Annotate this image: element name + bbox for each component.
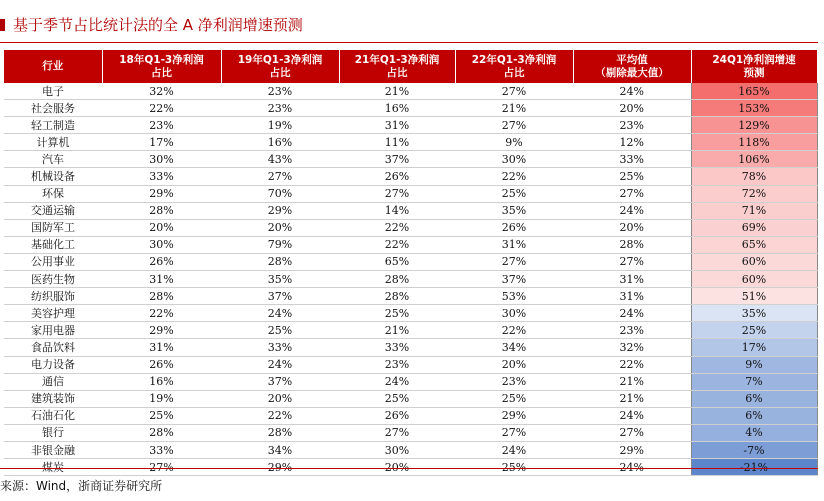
share-cell: 24% xyxy=(221,356,339,373)
column-header-line: 18年Q1-3净利润 xyxy=(119,53,204,66)
growth-forecast-cell: 6% xyxy=(691,407,817,424)
share-cell: 31% xyxy=(573,271,691,288)
share-cell: 14% xyxy=(339,202,455,219)
column-header: 行业 xyxy=(4,50,102,83)
share-cell: 20% xyxy=(573,219,691,236)
growth-forecast-cell: 69% xyxy=(691,219,817,236)
share-cell: 27% xyxy=(455,117,573,134)
share-cell: 22% xyxy=(102,305,221,322)
share-cell: 33% xyxy=(102,441,221,458)
column-header xyxy=(102,50,221,83)
growth-forecast-cell: 129% xyxy=(691,117,817,134)
share-cell: 25% xyxy=(221,322,339,339)
table-row xyxy=(4,305,817,322)
share-cell: 11% xyxy=(339,134,455,151)
industry-name: 社会服务 xyxy=(4,100,102,117)
column-header-line: 平均值 xyxy=(616,53,648,66)
share-cell: 23% xyxy=(221,100,339,117)
share-cell: 33% xyxy=(573,151,691,168)
industry-name: 医药生物 xyxy=(4,271,102,288)
share-cell: 23% xyxy=(455,373,573,390)
share-cell: 20% xyxy=(573,100,691,117)
share-cell: 23% xyxy=(573,322,691,339)
growth-forecast-cell: 51% xyxy=(691,288,817,305)
growth-forecast-cell: 153% xyxy=(691,100,817,117)
share-cell: 29% xyxy=(455,407,573,424)
share-cell: 25% xyxy=(339,305,455,322)
share-cell: 25% xyxy=(455,390,573,407)
share-cell: 19% xyxy=(221,117,339,134)
industry-name: 建筑装饰 xyxy=(4,390,102,407)
column-header xyxy=(573,50,691,83)
table-row xyxy=(4,322,817,339)
share-cell: 16% xyxy=(339,100,455,117)
table-row xyxy=(4,236,817,253)
column-header xyxy=(221,50,339,83)
table-row xyxy=(4,407,817,424)
share-cell: 27% xyxy=(221,168,339,185)
share-cell: 33% xyxy=(221,339,339,356)
share-cell: 16% xyxy=(221,134,339,151)
column-header-line: 占比 xyxy=(386,66,408,79)
share-cell: 28% xyxy=(102,424,221,441)
growth-forecast-cell: 4% xyxy=(691,424,817,441)
table-row xyxy=(4,424,817,441)
share-cell: 31% xyxy=(102,271,221,288)
table-row xyxy=(4,356,817,373)
share-cell: 35% xyxy=(221,271,339,288)
share-cell: 20% xyxy=(102,219,221,236)
share-cell: 21% xyxy=(573,373,691,390)
table-row xyxy=(4,202,817,219)
table-row xyxy=(4,288,817,305)
share-cell: 26% xyxy=(339,168,455,185)
industry-name: 石油石化 xyxy=(4,407,102,424)
share-cell: 23% xyxy=(573,117,691,134)
table-row xyxy=(4,373,817,390)
industry-name: 交通运输 xyxy=(4,202,102,219)
share-cell: 27% xyxy=(339,424,455,441)
share-cell: 23% xyxy=(221,83,339,100)
column-header xyxy=(691,50,817,83)
share-cell: 21% xyxy=(455,100,573,117)
share-cell: 9% xyxy=(455,134,573,151)
industry-name: 计算机 xyxy=(4,134,102,151)
share-cell: 29% xyxy=(221,202,339,219)
share-cell: 21% xyxy=(339,83,455,100)
growth-forecast-cell: 60% xyxy=(691,271,817,288)
column-header-line: 22年Q1-3净利润 xyxy=(471,53,557,66)
share-cell: 27% xyxy=(573,185,691,202)
share-cell: 24% xyxy=(573,407,691,424)
share-cell: 21% xyxy=(573,390,691,407)
share-cell: 31% xyxy=(573,288,691,305)
share-cell: 31% xyxy=(455,236,573,253)
table-row xyxy=(4,100,817,117)
growth-forecast-cell: 7% xyxy=(691,373,817,390)
column-header-line: 占比 xyxy=(151,66,172,79)
share-cell: 34% xyxy=(455,339,573,356)
table-row xyxy=(4,83,817,100)
share-cell: 24% xyxy=(573,305,691,322)
bottom-rule xyxy=(0,468,818,469)
industry-name: 公用事业 xyxy=(4,253,102,270)
share-cell: 28% xyxy=(573,236,691,253)
share-cell: 37% xyxy=(221,288,339,305)
share-cell: 22% xyxy=(221,407,339,424)
share-cell: 20% xyxy=(221,219,339,236)
share-cell: 35% xyxy=(455,202,573,219)
share-cell: 24% xyxy=(573,83,691,100)
industry-name: 非银金融 xyxy=(4,441,102,458)
share-cell: 27% xyxy=(573,253,691,270)
share-cell: 28% xyxy=(221,253,339,270)
growth-forecast-cell: 106% xyxy=(691,151,817,168)
source-note: 来源：Wind，浙商证券研究所 xyxy=(0,479,163,493)
share-cell: 22% xyxy=(102,100,221,117)
share-cell: 31% xyxy=(339,117,455,134)
share-cell: 30% xyxy=(102,236,221,253)
table-row xyxy=(4,185,817,202)
share-cell: 27% xyxy=(573,424,691,441)
share-cell: 12% xyxy=(573,134,691,151)
growth-forecast-cell: 6% xyxy=(691,390,817,407)
share-cell: 26% xyxy=(455,219,573,236)
industry-name: 美容护理 xyxy=(4,305,102,322)
growth-forecast-cell: 165% xyxy=(691,83,817,100)
share-cell: 22% xyxy=(339,236,455,253)
table-row xyxy=(4,339,817,356)
industry-name: 国防军工 xyxy=(4,219,102,236)
share-cell: 65% xyxy=(339,253,455,270)
share-cell: 21% xyxy=(339,322,455,339)
share-cell: 43% xyxy=(221,151,339,168)
growth-forecast-cell: -7% xyxy=(691,441,817,458)
growth-forecast-cell: 65% xyxy=(691,236,817,253)
share-cell: 19% xyxy=(102,390,221,407)
share-cell: 22% xyxy=(339,219,455,236)
share-cell: 37% xyxy=(339,151,455,168)
column-header-line: 占比 xyxy=(269,66,291,79)
share-cell: 24% xyxy=(573,202,691,219)
growth-forecast-cell: 72% xyxy=(691,185,817,202)
share-cell: 22% xyxy=(573,356,691,373)
column-header xyxy=(339,50,455,83)
growth-forecast-cell: 25% xyxy=(691,322,817,339)
share-cell: 30% xyxy=(339,441,455,458)
share-cell: 26% xyxy=(102,253,221,270)
table-row xyxy=(4,219,817,236)
share-cell: 20% xyxy=(455,356,573,373)
column-header-line: 预测 xyxy=(743,66,765,79)
table-row xyxy=(4,117,817,134)
share-cell: 33% xyxy=(102,168,221,185)
share-cell: 24% xyxy=(221,305,339,322)
industry-name: 银行 xyxy=(4,424,102,441)
share-cell: 37% xyxy=(221,373,339,390)
column-header-line: 19年Q1-3净利润 xyxy=(237,53,323,66)
table-body xyxy=(4,83,817,476)
share-cell: 16% xyxy=(102,373,221,390)
share-cell: 27% xyxy=(455,253,573,270)
share-cell: 32% xyxy=(102,83,221,100)
growth-forecast-cell: 9% xyxy=(691,356,817,373)
share-cell: 29% xyxy=(573,441,691,458)
column-header-line: （剔除最大值） xyxy=(595,66,669,79)
share-cell: 79% xyxy=(221,236,339,253)
share-cell: 25% xyxy=(339,390,455,407)
share-cell: 17% xyxy=(102,134,221,151)
share-cell: 53% xyxy=(455,288,573,305)
share-cell: 28% xyxy=(102,288,221,305)
share-cell: 30% xyxy=(102,151,221,168)
share-cell: 22% xyxy=(455,322,573,339)
share-cell: 30% xyxy=(455,151,573,168)
title-marker xyxy=(0,19,5,31)
share-cell: 27% xyxy=(339,185,455,202)
share-cell: 32% xyxy=(573,339,691,356)
industry-name: 电力设备 xyxy=(4,356,102,373)
share-cell: 27% xyxy=(455,424,573,441)
growth-forecast-cell: 71% xyxy=(691,202,817,219)
column-header-line: 占比 xyxy=(503,66,525,79)
share-cell: 26% xyxy=(339,407,455,424)
share-cell: 28% xyxy=(339,288,455,305)
share-cell: 31% xyxy=(102,339,221,356)
title-rule xyxy=(0,42,818,43)
growth-forecast-cell: 78% xyxy=(691,168,817,185)
table-row xyxy=(4,253,817,270)
growth-forecast-cell: 60% xyxy=(691,253,817,270)
share-cell: 70% xyxy=(221,185,339,202)
share-cell: 28% xyxy=(339,271,455,288)
industry-name: 电子 xyxy=(4,83,102,100)
share-cell: 33% xyxy=(339,339,455,356)
share-cell: 23% xyxy=(339,356,455,373)
industry-name: 环保 xyxy=(4,185,102,202)
table-row xyxy=(4,151,817,168)
table-row xyxy=(4,390,817,407)
column-header-line: 24Q1净利润增速 xyxy=(712,53,796,66)
growth-forecast-cell: 17% xyxy=(691,339,817,356)
industry-name: 通信 xyxy=(4,373,102,390)
industry-name: 机械设备 xyxy=(4,168,102,185)
share-cell: 25% xyxy=(455,185,573,202)
share-cell: 20% xyxy=(221,390,339,407)
column-header xyxy=(455,50,573,83)
industry-name: 基础化工 xyxy=(4,236,102,253)
table-title-text: 基于季节占比统计法的全 A 净利润增速预测 xyxy=(13,16,303,34)
share-cell: 37% xyxy=(455,271,573,288)
table-row xyxy=(4,168,817,185)
industry-name: 食品饮料 xyxy=(4,339,102,356)
growth-forecast-cell: 118% xyxy=(691,134,817,151)
growth-forecast-cell: 35% xyxy=(691,305,817,322)
table-row xyxy=(4,271,817,288)
share-cell: 29% xyxy=(102,185,221,202)
share-cell: 27% xyxy=(455,83,573,100)
industry-name: 家用电器 xyxy=(4,322,102,339)
share-cell: 22% xyxy=(455,168,573,185)
table-title xyxy=(0,14,303,36)
industry-name: 汽车 xyxy=(4,151,102,168)
table-row xyxy=(4,134,817,151)
share-cell: 34% xyxy=(221,441,339,458)
share-cell: 23% xyxy=(102,117,221,134)
share-cell: 25% xyxy=(573,168,691,185)
share-cell: 25% xyxy=(102,407,221,424)
forecast-table xyxy=(4,50,818,476)
share-cell: 28% xyxy=(221,424,339,441)
column-header-line: 21年Q1-3净利润 xyxy=(354,53,440,66)
share-cell: 29% xyxy=(102,322,221,339)
share-cell: 28% xyxy=(102,202,221,219)
share-cell: 30% xyxy=(455,305,573,322)
industry-name: 纺织服饰 xyxy=(4,288,102,305)
table-row xyxy=(4,441,817,458)
share-cell: 26% xyxy=(102,356,221,373)
share-cell: 24% xyxy=(339,373,455,390)
industry-name: 轻工制造 xyxy=(4,117,102,134)
share-cell: 24% xyxy=(455,441,573,458)
table-header xyxy=(4,50,817,83)
